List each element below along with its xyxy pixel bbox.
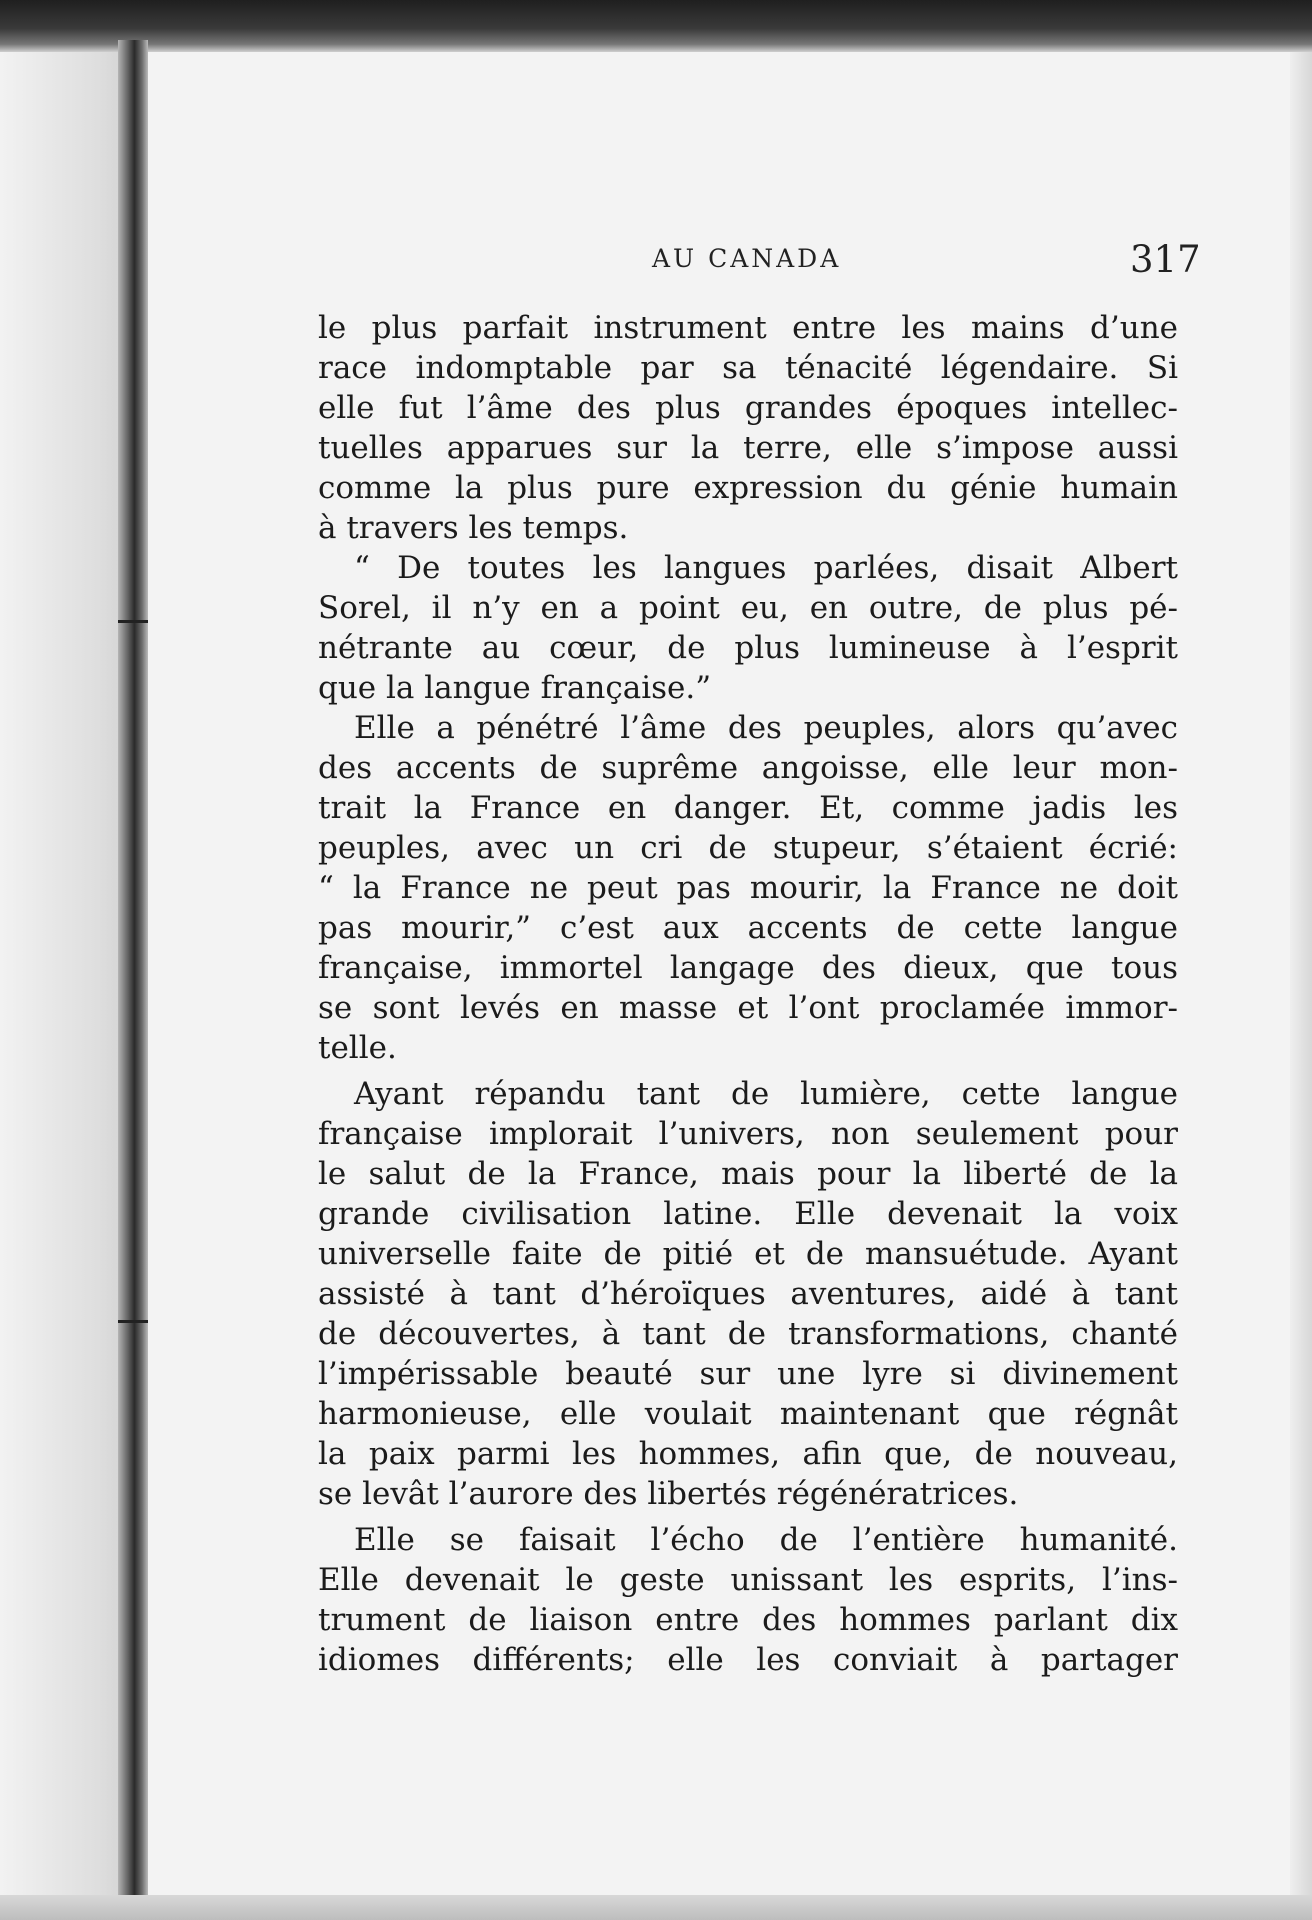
text-line: peuples, avec un cri de stupeur, s’étaient écrié:	[318, 830, 1178, 866]
text-line: nétrante au cœur, de plus lumineuse à l’esprit	[318, 630, 1178, 666]
text-line: Ayant répandu tant de lumière, cette langue	[354, 1076, 1178, 1112]
text-line: idiomes différents; elle les conviait à partager	[318, 1642, 1178, 1678]
body-text	[318, 308, 1178, 1680]
running-head: AU CANADA	[652, 244, 842, 273]
text-line: trument de liaison entre des hommes parlant dix	[318, 1602, 1178, 1638]
text-line: l’impérissable beauté sur une lyre si divinement	[318, 1356, 1178, 1392]
text-line: Sorel, il n’y en a point eu, en outre, de plus pé-	[318, 590, 1178, 626]
text-line: grande civilisation latine. Elle devenait la voix	[318, 1196, 1178, 1232]
text-line: elle fut l’âme des plus grandes époques intellec-	[318, 390, 1178, 426]
text-line: de découvertes, à tant de transformations, chanté	[318, 1316, 1178, 1352]
text-line: assisté à tant d’héroïques aventures, aidé à tant	[318, 1276, 1178, 1312]
bottom-scan-edge	[0, 1895, 1312, 1920]
top-scan-edge	[0, 0, 1312, 52]
text-line: se sont levés en masse et l’ont proclamée immor-	[318, 990, 1178, 1026]
book-binding-gutter	[118, 40, 148, 1920]
text-line: “ la France ne peut pas mourir, la France ne doit	[318, 870, 1178, 906]
text-line: se levât l’aurore des libertés régénératrices.	[318, 1476, 1019, 1512]
text-line: comme la plus pure expression du génie humain	[318, 470, 1178, 506]
text-line: française implorait l’univers, non seulement pour	[318, 1116, 1178, 1152]
text-line: Elle se faisait l’écho de l’entière humanité.	[354, 1522, 1178, 1558]
text-line: que la langue française.”	[318, 670, 712, 706]
text-line: française, immortel langage des dieux, que tous	[318, 950, 1178, 986]
binding-mark	[118, 620, 148, 623]
right-page-edge	[1290, 0, 1312, 1920]
text-line: tuelles apparues sur la terre, elle s’impose aussi	[318, 430, 1178, 466]
text-line: des accents de suprême angoisse, elle leur mon-	[318, 750, 1178, 786]
binding-mark	[118, 1320, 148, 1323]
text-line: harmonieuse, elle voulait maintenant que régnât	[318, 1396, 1178, 1432]
page-number: 317	[1130, 238, 1201, 281]
text-line: universelle faite de pitié et de mansuétude. Ayant	[318, 1236, 1178, 1272]
text-line: le plus parfait instrument entre les mains d’une	[318, 310, 1178, 346]
text-line: pas mourir,” c’est aux accents de cette langue	[318, 910, 1178, 946]
text-line: telle.	[318, 1030, 397, 1066]
text-line: Elle devenait le geste unissant les esprits, l’ins-	[318, 1562, 1178, 1598]
text-line: à travers les temps.	[318, 510, 629, 546]
text-line: la paix parmi les hommes, afin que, de nouveau,	[318, 1436, 1178, 1472]
text-line: le salut de la France, mais pour la liberté de la	[318, 1156, 1178, 1192]
text-line: race indomptable par sa ténacité légendaire. Si	[318, 350, 1178, 386]
text-line: trait la France en danger. Et, comme jadis les	[318, 790, 1178, 826]
text-line: “ De toutes les langues parlées, disait Albert	[354, 550, 1178, 586]
text-line: Elle a pénétré l’âme des peuples, alors qu’avec	[354, 710, 1178, 746]
